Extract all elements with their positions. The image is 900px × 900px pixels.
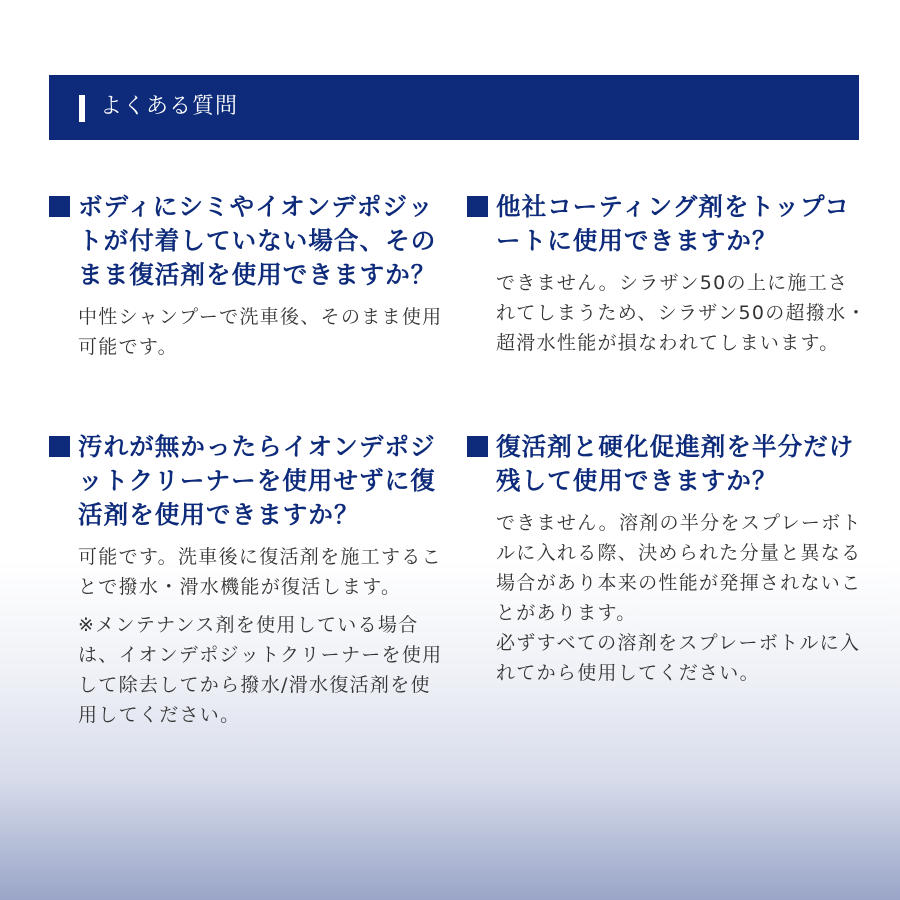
faq-answer-paragraph: 必ずすべての溶剤をスプレーボトルに入れてから使用してください。 [496,632,861,684]
faq-answer-paragraph: 中性シャンプーで洗車後、そのまま使用可能です。 [78,306,443,358]
faq-answer [49,302,449,362]
square-bullet-icon [49,436,70,457]
faq-question-text: 汚れが無かったらイオンデポジットクリーナーを使用せずに復活剤を使用できますか？ [78,432,436,529]
faq-answer-paragraph: 可能です。洗車後に復活剤を施工することで撥水・滑水機能が復活します。 [78,546,442,598]
faq-answer [467,268,867,358]
faq-question [467,190,867,258]
faq-answer-paragraph: できません。シラザン50の上に施工されてしまうため、シラザン50の超撥水・超滑水性能が損なわれてしまいます。 [496,272,867,354]
faq-question [467,430,867,498]
faq-item [467,430,867,688]
faq-question [49,190,449,292]
faq-answer [49,542,449,730]
square-bullet-icon [467,436,488,457]
faq-header-bar [49,75,859,140]
faq-question-text: 他社コーティング剤をトップコートに使用できますか？ [496,192,850,255]
page-title: よくある質問 [100,94,239,119]
faq-question-text: 復活剤と硬化促進剤を半分だけ残して使用できますか？ [496,432,855,495]
faq-answer-note: ※メンテナンス剤を使用している場合は、イオンデポジットクリーナーを使用して除去してから撥水/滑水復活剤を使用してください。 [78,614,443,726]
faq-item [467,190,867,358]
faq-question [49,430,449,532]
square-bullet-icon [467,196,488,217]
faq-item [49,190,449,362]
faq-answer-paragraph: できません。溶剤の半分をスプレーボトルに入れる際、決められた分量と異なる場合があり本来の性能が発揮されないことがあります。 [496,512,862,624]
faq-answer [467,508,867,688]
faq-item [49,430,449,730]
square-bullet-icon [49,196,70,217]
header-accent-bar [79,95,85,122]
faq-question-text: ボディにシミやイオンデポジットが付着していない場合、そのまま復活剤を使用できますか？ [78,192,437,289]
